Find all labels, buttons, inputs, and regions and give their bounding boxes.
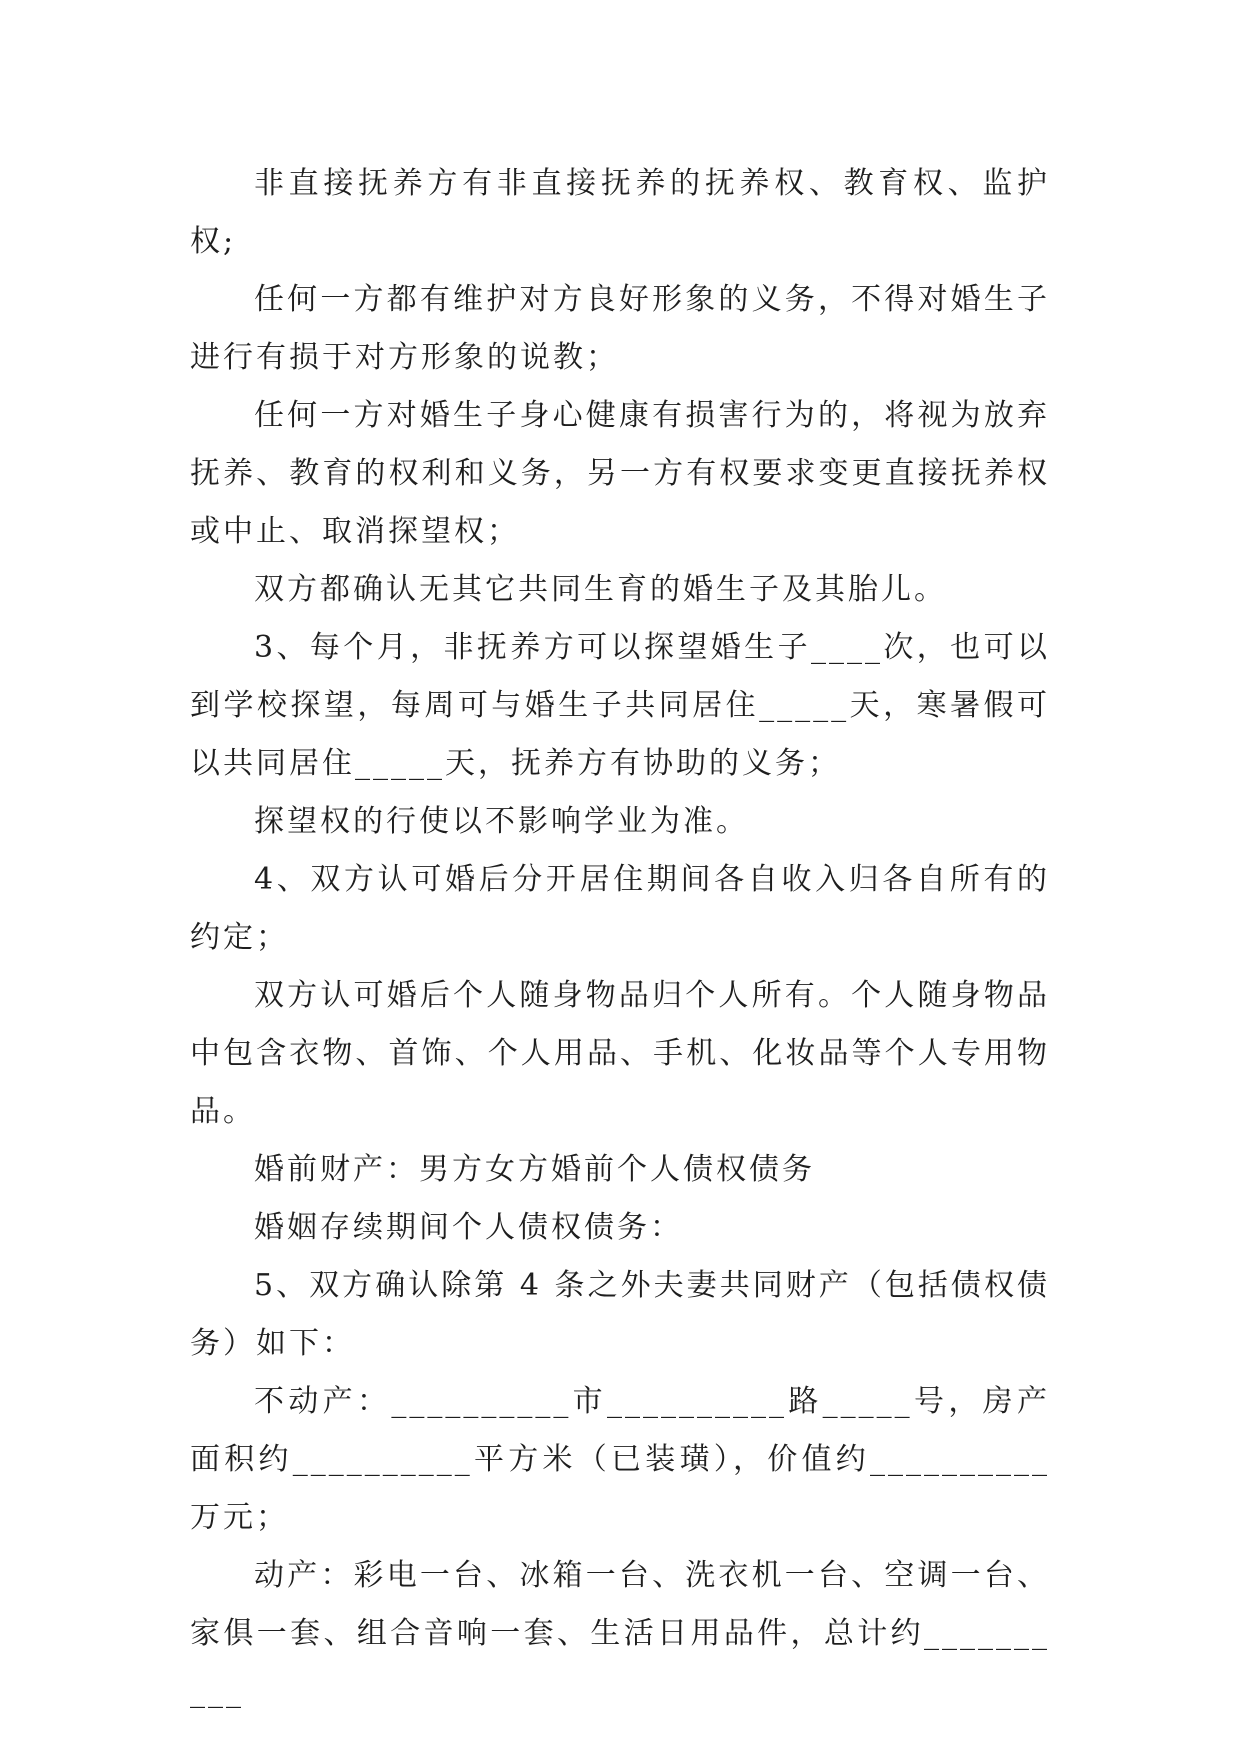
paragraph: 任何一方都有维护对方良好形象的义务，不得对婚生子进行有损于对方形象的说教； [190,282,1050,375]
paragraph: 婚前财产：男方女方婚前个人债权债务 [254,1152,815,1187]
paragraph: 任何一方对婚生子身心健康有损害行为的，将视为放弃抚养、教育的权利和义务，另一方有权要求变更直接抚养权或中止、取消探望权； [190,398,1050,549]
paragraph: 动产：彩电一台、冰箱一台、洗衣机一台、空调一台、家俱一套、组合音响一套、生活日用品件，总计约__________ [190,1558,1050,1709]
paragraph: 非直接抚养方有非直接抚养的抚养权、教育权、监护权; [190,166,1050,259]
paragraph: 双方都确认无其它共同生育的婚生子及其胎儿。 [254,572,947,607]
paragraph: 婚姻存续期间个人债权债务： [254,1210,683,1245]
paragraph: 5、双方确认除第 4 条之外夫妻共同财产（包括债权债务）如下： [190,1268,1050,1361]
paragraph: 探望权的行使以不影响学业为准。 [254,804,749,839]
document-body [190,155,1050,1721]
paragraph: 3、每个月，非抚养方可以探望婚生子____次，也可以到学校探望，每周可与婚生子共同居住_____天，寒暑假可以共同居住_____天，抚养方有协助的义务； [190,630,1050,781]
paragraph: 不动产：__________市__________路_____号，房产面积约__________平方米（已装璜），价值约__________万元； [190,1384,1050,1535]
paragraph: 4、双方认可婚后分开居住期间各自收入归各自所有的约定； [190,862,1050,955]
paragraph: 双方认可婚后个人随身物品归个人所有。个人随身物品中包含衣物、首饰、个人用品、手机、化妆品等个人专用物品。 [190,978,1050,1129]
